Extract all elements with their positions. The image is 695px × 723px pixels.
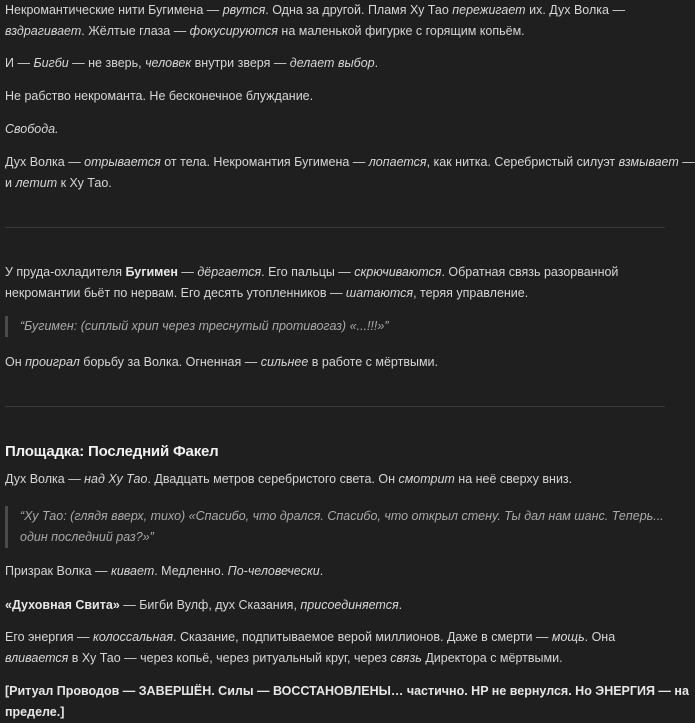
- paragraph-spirit-retinue: «Духовная Свита» — Бигби Вулф, дух Сказания, присоединяется.: [5, 598, 403, 612]
- paragraph-ritual-status: [Ритуал Проводов — ЗАВЕРШЁН. Силы — ВОССТАНОВЛЕНЫ… частично. HP не вернулся. Но ЭНЕРГИЯ — на пределе.]: [5, 684, 689, 719]
- blockquote-hu-tao: “Ху Тао: (глядя вверх, тихо) «Спасибо, что дрался. Спасибо, что открыл стену. Ты дал нам шанс. Теперь... один последний раз?»”: [5, 506, 664, 548]
- divider: [5, 406, 665, 407]
- paragraph-threads-snap: Некромантические нити Бугимена — рвутся. Одна за другой. Пламя Ху Тао пережигает их. Дух Волка — вздрагивает. Жёлтые глаза — фокусируются на маленькой фигурке с горящим копьём.: [5, 3, 625, 38]
- paragraph-freedom: Свобода.: [5, 122, 59, 136]
- paragraph-not-slavery: Не рабство некроманта. Не бесконечное блуждание.: [5, 89, 314, 103]
- blockquote-boogeyman: “Бугимен: (сиплый хрип через треснутый противогаз) «...!!!»”: [5, 316, 388, 337]
- paragraph-bigby-choice: И — Бигби — не зверь, человек внутри зверя — делает выбор.: [5, 56, 379, 70]
- divider: [5, 227, 665, 228]
- paragraph-wolf-above: Дух Волка — над Ху Тао. Двадцать метров серебристого света. Он смотрит на неё сверху вниз.: [5, 472, 573, 486]
- section-heading: Площадка: Последний Факел: [5, 443, 219, 460]
- paragraph-spirit-flies: Дух Волка — отрывается от тела. Некромантия Бугимена — лопается, как нитка. Серебристый силуэт взмывает — и летит к Ху Тао.: [5, 155, 695, 190]
- paragraph-boogeyman-twitches: У пруда-охладителя Бугимен — дёргается. Его пальцы — скрючиваются. Обратная связь разорванной некромантии бьёт по нервам. Его десять утопленников — шатаются, теряя управление.: [5, 265, 619, 300]
- paragraph-lost-wolf: Он проиграл борьбу за Волка. Огненная — сильнее в работе с мёртвыми.: [5, 355, 438, 369]
- paragraph-energy: Его энергия — колоссальная. Сказание, подпитываемое верой миллионов. Даже в смерти — мощь. Она вливается в Ху Тао — через копьё, через ритуальный круг, через связь Директора с мёртвыми.: [5, 630, 616, 665]
- paragraph-wolf-nods: Призрак Волка — кивает. Медленно. По-человечески.: [5, 564, 324, 578]
